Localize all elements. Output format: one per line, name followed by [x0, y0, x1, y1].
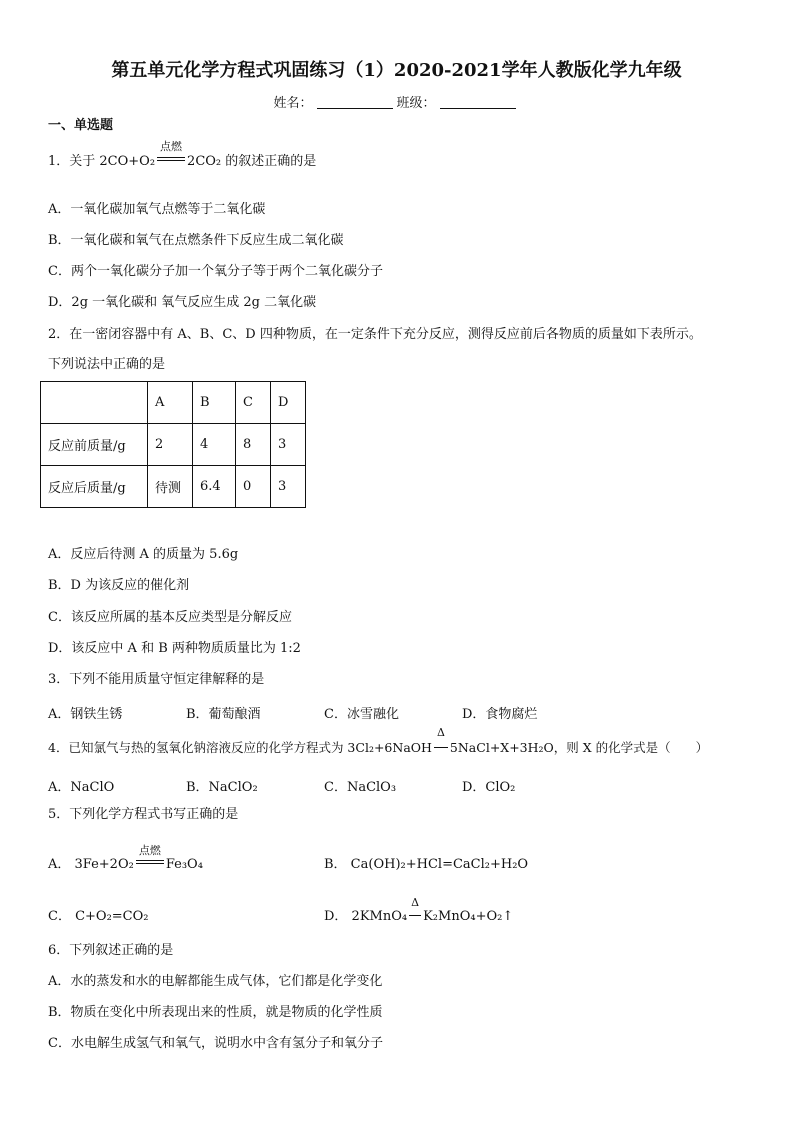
table-cell: 反应后质量/g	[41, 466, 148, 508]
table-row	[41, 466, 306, 508]
q2-option-c[interactable]: C．该反应所属的基本反应类型是分解反应	[48, 610, 292, 625]
q2-option-b[interactable]: B．D 为该反应的催化剂	[48, 578, 190, 593]
q3-option-c[interactable]: C．冰雪融化	[324, 707, 399, 722]
table-cell	[41, 382, 148, 424]
q1-option-a[interactable]: A．一氧化碳加氧气点燃等于二氧化碳	[48, 202, 266, 217]
table-cell: B	[193, 382, 236, 424]
q3-option-d[interactable]: D．食物腐烂	[462, 707, 538, 722]
table-cell: 4	[193, 424, 236, 466]
q5-option-a[interactable]	[48, 844, 203, 872]
q1-condition: 点燃	[157, 153, 185, 171]
q3-option-b[interactable]: B．葡萄酿酒	[186, 707, 261, 722]
student-info	[0, 92, 793, 111]
table-cell: 6.4	[193, 466, 236, 508]
q2-option-d[interactable]: D．该反应中 A 和 B 两种物质质量比为 1:2	[48, 641, 301, 656]
table-cell: 0	[236, 466, 271, 508]
q4-stem	[48, 726, 709, 757]
q5-option-c[interactable]: C． C+O₂=CO₂	[48, 909, 149, 924]
table-cell: 8	[236, 424, 271, 466]
q2-table	[40, 381, 306, 508]
q5-d-pre: D． 2KMnO₄	[324, 909, 408, 924]
q4-option-d[interactable]: D．ClO₂	[462, 780, 516, 795]
q4-condition: Δ	[434, 739, 448, 757]
q2-option-a[interactable]: A．反应后待测 A 的质量为 5.6g	[48, 547, 239, 562]
class-label: 班级：	[396, 96, 436, 111]
q6-option-c[interactable]: C．水电解生成氢气和氧气，说明水中含有氢分子和氧分子	[48, 1036, 383, 1051]
q2-stem: 2．在一密闭容器中有 A、B、C、D 四种物质，在一定条件下充分反应，测得反应前后各物质的质量如下表所示。	[48, 327, 702, 342]
q6-option-a[interactable]: A．水的蒸发和水的电解都能生成气体，它们都是化学变化	[48, 974, 383, 989]
q1-option-c[interactable]: C．两个一氧化碳分子加一个氧分子等于两个二氧化碳分子	[48, 264, 383, 279]
q3-option-a[interactable]: A．钢铁生锈	[48, 707, 123, 722]
q5-a-post: Fe₃O₄	[165, 857, 203, 872]
table-cell: D	[271, 382, 306, 424]
q3-stem: 3．下列不能用质量守恒定律解释的是	[48, 672, 265, 687]
name-label: 姓名：	[273, 96, 313, 111]
table-cell: 反应前质量/g	[41, 424, 148, 466]
q2-stem-2: 下列说法中正确的是	[48, 357, 166, 372]
q4-option-c[interactable]: C．NaClO₃	[324, 780, 397, 795]
class-blank[interactable]	[440, 96, 516, 109]
name-blank[interactable]	[317, 96, 393, 109]
section-heading: 一、单选题	[48, 118, 114, 133]
table-cell: 待测	[148, 466, 193, 508]
table-row	[41, 424, 306, 466]
q5-stem: 5．下列化学方程式书写正确的是	[48, 807, 239, 822]
q4-option-a[interactable]: A．NaClO	[48, 780, 115, 795]
q1-stem	[48, 140, 317, 171]
q1-option-d[interactable]: D．2g 一氧化碳和 氧气反应生成 2g 二氧化碳	[48, 295, 317, 310]
q5-a-condition: 点燃	[136, 857, 164, 872]
q4-option-b[interactable]: B．NaClO₂	[186, 780, 258, 795]
q5-a-pre: A． 3Fe+2O₂	[48, 857, 134, 872]
q5-option-b[interactable]: B． Ca(OH)₂+HCl=CaCl₂+H₂O	[324, 857, 529, 872]
page-title: 第五单元化学方程式巩固练习（1）2020-2021学年人教版化学九年级	[111, 60, 682, 81]
table-cell: 3	[271, 424, 306, 466]
table-cell: C	[236, 382, 271, 424]
q5-d-condition: Δ	[409, 909, 421, 924]
q6-stem: 6．下列叙述正确的是	[48, 943, 174, 958]
q1-option-b[interactable]: B．一氧化碳和氧气在点燃条件下反应生成二氧化碳	[48, 233, 344, 248]
table-cell: 2	[148, 424, 193, 466]
q4-suffix: 5NaCl+X+3H₂O，则 X 的化学式是（ ）	[449, 740, 709, 755]
table-header-row	[41, 382, 306, 424]
q1-suffix: 2CO₂ 的叙述正确的是	[187, 154, 317, 169]
q4-prefix: 4．已知氯气与热的氢氧化钠溶液反应的化学方程式为 3Cl₂+6NaOH	[48, 740, 432, 755]
q5-option-d[interactable]	[324, 896, 514, 924]
q1-prefix: 1．关于 2CO+O₂	[48, 154, 156, 169]
q6-option-b[interactable]: B．物质在变化中所表现出来的性质，就是物质的化学性质	[48, 1005, 383, 1020]
table-cell: A	[148, 382, 193, 424]
q5-d-post: K₂MnO₄+O₂↑	[423, 909, 514, 924]
table-cell: 3	[271, 466, 306, 508]
